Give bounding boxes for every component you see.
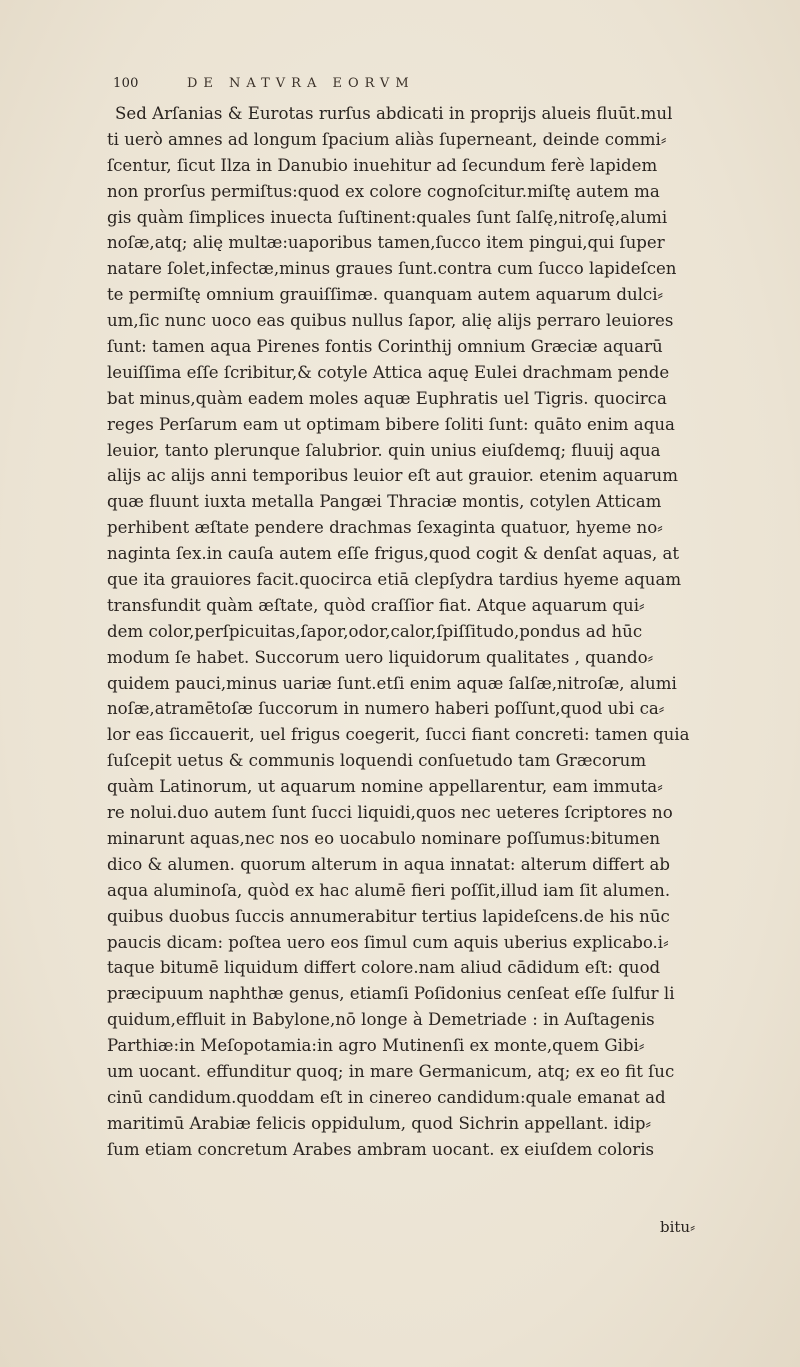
text-line: alijs ac alijs anni temporibus leuior eſt aut grauior. etenim aquarum — [107, 466, 678, 486]
text-line: ſum etiam concretum Arabes ambram uocant. ex eiuſdem coloris — [107, 1139, 655, 1159]
text-line: modum ſe habet. Succorum uero liquidorum qualitates , quando⸗ — [107, 647, 654, 667]
text-line: reges Perſarum eam ut optimam bibere ſoliti ſunt: quāto enim aqua — [107, 414, 675, 434]
body-text — [107, 101, 707, 1163]
text-line: ſcentur, ſicut Ilza in Danubio inuehitur ad ſecundum ferè lapidem — [107, 155, 658, 175]
text-line: non prorſus permiſtus:quod ex colore cognoſcitur.miſtę autem ma — [107, 181, 660, 201]
page-header — [113, 76, 720, 96]
text-line: maritimū Arabiæ felicis oppidulum, quod Sichrin appellant. idip⸗ — [107, 1113, 652, 1133]
text-line: ſunt: tamen aqua Pirenes fontis Corinthij omnium Græciæ aquarū — [107, 337, 663, 357]
page-number: 100 — [113, 76, 139, 91]
text-line: gis quàm ſimplices inuecta ſuſtinent:quales ſunt ſalſę,nitroſę,alumi — [107, 207, 668, 227]
text-line: ti uerò amnes ad longum ſpacium aliàs ſuperneant, deinde commi⸗ — [107, 129, 667, 149]
text-line: lor eas ſiccauerit, uel frigus coegerit, ſucci fiant concreti: tamen quia — [107, 725, 690, 745]
text-line: noſæ,atq; alię multæ:uaporibus tamen,ſucco item pingui,qui ſuper — [107, 233, 665, 253]
text-line: leuior, tanto plerunque ſalubrior. quin unius eiuſdemq; fluuij aqua — [107, 440, 661, 460]
text-line: aqua aluminoſa, quòd ex hac alumē fieri poſſit,illud iam ſit alumen. — [107, 880, 671, 900]
text-line: bat minus,quàm eadem moles aquæ Euphratis uel Tigris. quocirca — [107, 388, 667, 408]
text-line: ſuſcepit uetus & communis loquendi conſuetudo tam Græcorum — [107, 751, 647, 771]
text-line: um,ſic nunc uoco eas quibus nullus ſapor, alię alijs perraro leuiores — [107, 311, 674, 331]
text-line: paucis dicam: poſtea uero eos ſimul cum aquis uberius explicabo.i⸗ — [107, 932, 669, 952]
text-line: transfundit quàm æſtate, quòd craſſior fiat. Atque aquarum qui⸗ — [107, 595, 645, 615]
text-line: dem color,perſpicuitas,ſapor,odor,calor,ſpiſſitudo,pondus ad hūc — [107, 621, 643, 641]
catchword: bitu⸗ — [660, 1218, 696, 1236]
text-line: cinū candidum.quoddam eſt in cinereo candidum:quale emanat ad — [107, 1087, 666, 1107]
text-line: præcipuum naphthæ genus, etiamſi Poſidonius cenſeat eſſe ſulfur li — [107, 984, 675, 1004]
text-line: naginta ſex.in cauſa autem eſſe frigus,quod cogit & denſat aquas, at — [107, 544, 680, 564]
text-line: quidem pauci,minus uariæ ſunt.etſi enim aquæ ſalſæ,nitroſæ, alumi — [107, 673, 677, 693]
text-line: Sed Arſanias & Eurotas rurſus abdicati in proprijs alueis fluūt.mul — [115, 104, 673, 123]
text-line: dico & alumen. quorum alterum in aqua innatat: alterum differt ab — [107, 854, 671, 874]
text-line: minarunt aquas,nec nos eo uocabulo nominare poſſumus:bitumen — [107, 828, 661, 848]
text-line: taque bitumē liquidum differt colore.nam aliud cādidum eſt: quod — [107, 958, 661, 978]
text-line: Parthiæ:in Meſopotamia:in agro Mutinenſi ex monte,quem Gibi⸗ — [107, 1036, 645, 1056]
text-line: leuiſſima eſſe ſcribitur,& cotyle Attica aquę Eulei drachmam pende — [107, 362, 670, 382]
running-head: DE NATVRA EORVM — [187, 76, 415, 91]
text-line: natare ſolet,infectæ,minus graues ſunt.contra cum ſucco lapideſcen — [107, 259, 677, 279]
text-line: te permiſtę omnium grauiſſimæ. quanquam autem aquarum dulci⸗ — [107, 285, 664, 305]
text-line: perhibent æſtate pendere drachmas ſexaginta quatuor, hyeme no⸗ — [107, 518, 663, 538]
text-line: re nolui.duo autem ſunt ſucci liquidi,quos nec ueteres ſcriptores no — [107, 803, 673, 823]
text-line: noſæ,atramētoſæ ſuccorum in numero haberi poſſunt,quod ubi ca⸗ — [107, 699, 665, 719]
text-line: quibus duobus ſuccis annumerabitur tertius lapideſcens.de his nūc — [107, 906, 670, 926]
text-line: quidum,effluit in Babylone,nō longe à Demetriade : in Auſtagenis — [107, 1010, 655, 1030]
text-line: quæ fluunt iuxta metalla Pangæi Thraciæ montis, cotylen Atticam — [107, 492, 662, 512]
text-line: um uocant. effunditur quoq; in mare Germanicum, atq; ex eo fit ſuc — [107, 1061, 675, 1081]
text-line: quàm Latinorum, ut aquarum nomine appellarentur, eam immuta⸗ — [107, 777, 663, 797]
text-line: que ita grauiores facit.quocirca etiā clepſydra tardius hyeme aquam — [107, 570, 682, 590]
